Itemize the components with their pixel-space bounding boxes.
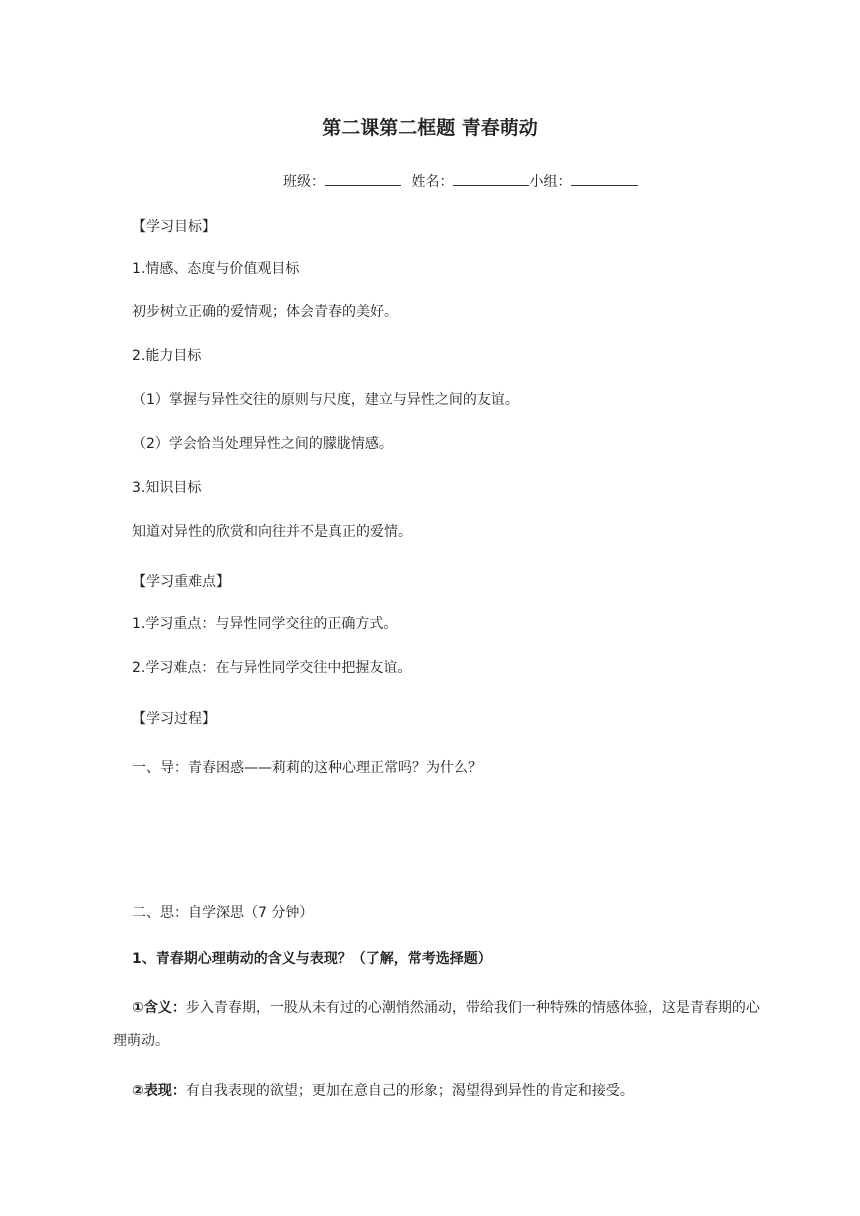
- page-title: 第二课第二框题 青春萌动: [322, 117, 538, 139]
- meaning-paragraph: [113, 992, 763, 1058]
- goal1-heading: 1.情感、态度与价值观目标: [132, 261, 300, 277]
- goals-heading: 【学习目标】: [132, 219, 216, 235]
- goal2-heading: 2.能力目标: [132, 348, 202, 364]
- goal3-text: 知道对异性的欣赏和向往并不是真正的爱情。: [132, 524, 412, 540]
- meaning-text: 步入青春期，一股从未有过的心潮悄然涌动，带给我们一种特殊的情感体验，这是青春期的心理萌动。: [113, 1000, 760, 1049]
- goal3-heading: 3.知识目标: [132, 480, 202, 496]
- goal2-item1: （1）掌握与异性交往的原则与尺度，建立与异性之间的友谊。: [132, 392, 519, 408]
- meaning-label: ①含义：: [132, 1000, 186, 1016]
- goal1-text: 初步树立正确的爱情观；体会青春的美好。: [132, 304, 398, 320]
- name-label: 姓名：: [411, 174, 454, 190]
- student-info-fields: [283, 171, 638, 192]
- goal2-item2: （2）学会恰当处理异性之间的朦胧情感。: [132, 436, 393, 452]
- expression-paragraph: [113, 1075, 763, 1108]
- keypoint-2: 2.学习难点：在与异性同学交往中把握友谊。: [132, 660, 412, 676]
- expression-text: 有自我表现的欲望；更加在意自己的形象；渴望得到异性的肯定和接受。: [185, 1083, 634, 1099]
- group-label: 小组：: [529, 174, 572, 190]
- expression-label: ②表现：: [132, 1083, 186, 1099]
- class-blank[interactable]: [325, 171, 401, 186]
- group-blank[interactable]: [571, 171, 638, 186]
- process-heading: 【学习过程】: [132, 711, 216, 727]
- step-1: 一、导：青春困惑——莉莉的这种心理正常吗？为什么？: [132, 760, 482, 776]
- keypoint-1: 1.学习重点：与异性同学交往的正确方式。: [132, 616, 398, 632]
- name-blank[interactable]: [453, 171, 529, 186]
- class-label: 班级：: [283, 174, 325, 190]
- step-2: 二、思：自学深思（7 分钟）: [132, 905, 314, 921]
- keypoints-heading: 【学习重难点】: [132, 574, 230, 590]
- question-1: 1、青春期心理萌动的含义与表现？（了解，常考选择题）: [132, 951, 492, 967]
